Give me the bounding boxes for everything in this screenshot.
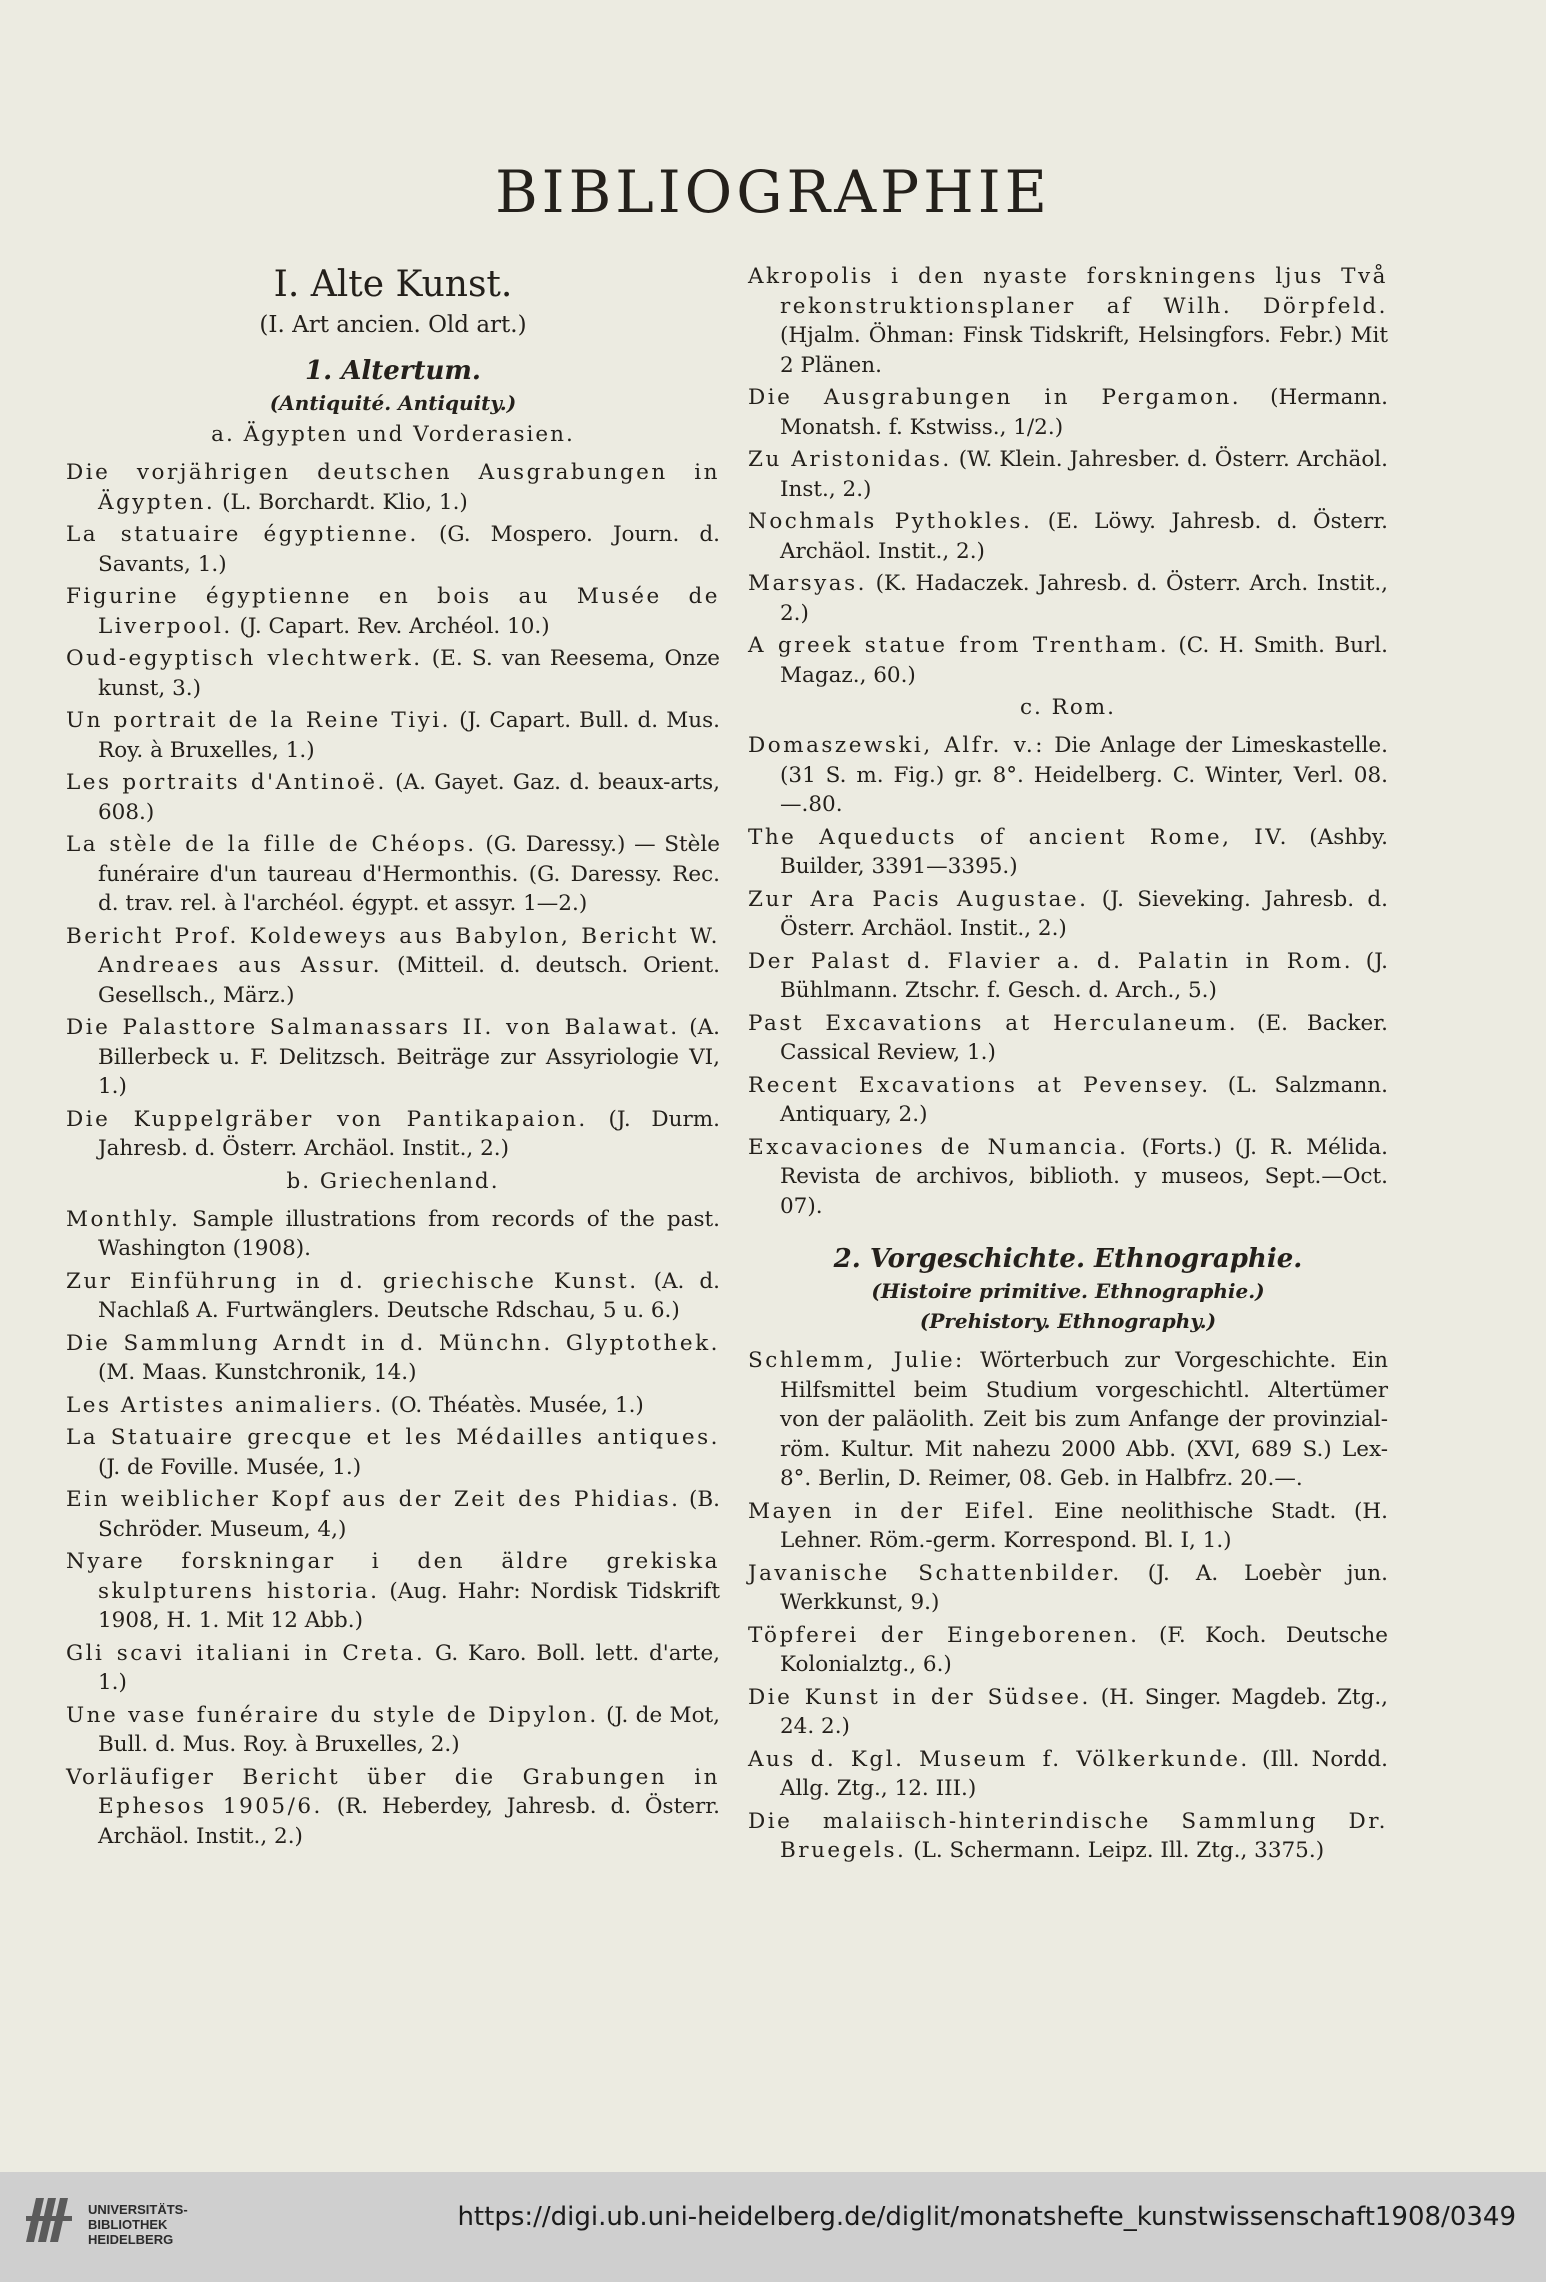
entry-title: Die Kuppelgräber von Pantikapaion. — [66, 1106, 588, 1132]
entry-reference: (A. Gayet. Gaz. d. beaux-arts, 608.) — [98, 770, 720, 825]
entry-title: Mayen in der Eifel. — [748, 1498, 1037, 1524]
bibliography-entry — [66, 1329, 720, 1388]
entry-reference: (J. Capart. Bull. d. Mus. Roy. à Bruxelles, 1.) — [98, 708, 720, 763]
entry-reference: G. Karo. Boll. lett. d'arte, 1.) — [98, 1640, 721, 1695]
entry-reference: (Mitteil. d. deutsch. Orient. Gesellsch., März.) — [98, 953, 720, 1008]
entry-list — [748, 731, 1388, 1221]
section-heading: I. Alte Kunst. — [273, 264, 513, 305]
bibliography-entry — [66, 922, 720, 1011]
entry-title: Die Kunst in der Südsee. — [748, 1684, 1091, 1710]
entry-reference: (E. S. van Reesema, Onze kunst, 3.) — [98, 646, 721, 701]
entry-reference: (O. Théatès. Musée, 1.) — [383, 1392, 644, 1418]
entry-reference: (Aug. Hahr: Nordisk Tidskrift 1908, H. 1. Mit 12 Abb.) — [98, 1578, 720, 1633]
entry-title: The Aqueducts of ancient Rome, IV. — [748, 824, 1289, 850]
section-subtitle: (I. Art ancien. Old art.) — [259, 312, 527, 338]
entry-title: Monthly. — [66, 1206, 181, 1232]
entry-title: La stèle de la fille de Chéops. — [66, 832, 477, 857]
entry-reference: (Forts.) (J. R. Mélida. Revista de archivos, biblioth. y museos, Sept.—Oct. 07). — [780, 1134, 1388, 1219]
category-heading: c. Rom. — [1019, 695, 1117, 720]
logo-line: BIBLIOTHEK — [88, 2217, 168, 2232]
bibliography-entry — [748, 885, 1388, 944]
entry-title: Die vorjährigen deutschen Ausgrabungen in Ägypten. — [66, 460, 720, 515]
entry-title: Akropolis i den nyaste forskningens ljus Två rekonstruktionsplaner af Wilh. Dörpfeld. — [748, 264, 1388, 319]
entry-title: Schlemm, Julie: — [748, 1348, 965, 1373]
bibliography-entry — [748, 631, 1388, 690]
entry-title: Domaszewski, Alfr. v.: — [748, 733, 1045, 758]
entry-title: Marsyas. — [748, 571, 867, 596]
logo-line: UNIVERSITÄTS- — [88, 2202, 188, 2217]
entry-reference: (Hermann. Monatsh. f. Kstwiss., 1/2.) — [780, 385, 1388, 440]
entry-title: Die Ausgrabungen in Pergamon. — [748, 385, 1242, 410]
entry-title: Nochmals Pythokles. — [748, 509, 1033, 534]
entry-reference: (E. Backer. Cassical Review, 1.) — [780, 1010, 1388, 1065]
entry-reference: (J. Sieveking. Jahresb. d. Österr. Archäol. Instit., 2.) — [780, 886, 1388, 941]
entry-reference: (G. Daressy.) — Stèle funéraire d'un taureau d'Hermonthis. (G. Daressy. Rec. d. trav. rel. à l'archéol. égypt. et assyr. 1—2.) — [98, 832, 721, 916]
entry-reference: Wörterbuch zur Vorgeschichte. Ein Hilfsmittel beim Studium vorgeschichtl. Altertümer von der paläolith. Zeit bis zum Anfange der provinzial-röm. Kultur. Mit nahezu 2000 Abb. (XVI, 689 S.) Lex-8°. Berlin, D. Reimer, 08. Geb. in Halbfrz. 20.—. — [780, 1348, 1388, 1491]
entry-reference: (G. Mospero. Journ. d. Savants, 1.) — [98, 522, 721, 577]
entry-title: Die Sammlung Arndt in d. Münchn. Glyptothek. — [66, 1330, 720, 1356]
subsection-subtitle: (Antiquité. Antiquity.) — [269, 391, 517, 415]
library-logo-icon — [22, 2192, 76, 2246]
subsection-subtitle: (Histoire primitive. Ethnographie.) — [871, 1279, 1265, 1303]
library-logo-text — [88, 2202, 188, 2247]
entry-title: Vorläufiger Bericht über die Grabungen in Ephesos 1905/6. — [66, 1764, 720, 1819]
bibliography-entry — [66, 1547, 720, 1636]
bibliography-entry — [748, 1683, 1388, 1742]
bibliography-entry — [748, 823, 1388, 882]
entry-list — [66, 458, 720, 1164]
entry-title: Javanische Schattenbilder. — [748, 1560, 1122, 1586]
category-heading: a. Ägypten und Vorderasien. — [211, 422, 575, 447]
entry-reference: (L. Salzmann. Antiquary, 2.) — [780, 1072, 1388, 1127]
entry-list — [66, 1205, 720, 1852]
entry-title: La statuaire égyptienne. — [66, 522, 419, 547]
entry-title: Ein weiblicher Kopf aus der Zeit des Phidias. — [66, 1487, 681, 1512]
entry-reference: (J. de Foville. Musée, 1.) — [98, 1454, 362, 1480]
category-heading: b. Griechenland. — [286, 1168, 500, 1194]
entry-title: Recent Excavations at Pevensey. — [748, 1072, 1211, 1098]
bibliography-entry — [66, 1701, 720, 1760]
subsection-heading: 2. Vorgeschichte. Ethnographie. — [833, 1244, 1303, 1274]
bibliography-entry — [66, 1013, 720, 1102]
entry-reference: (L. Schermann. Leipz. Ill. Ztg., 3375.) — [906, 1838, 1325, 1863]
entry-reference: (C. H. Smith. Burl. Magaz., 60.) — [780, 633, 1388, 688]
bibliography-entry — [66, 830, 720, 919]
entry-reference: (W. Klein. Jahresber. d. Österr. Archäol. Inst., 2.) — [780, 447, 1389, 502]
bibliography-entry — [66, 1391, 720, 1421]
entry-title: Zu Aristonidas. — [748, 447, 952, 472]
entry-reference: (L. Borchardt. Klio, 1.) — [215, 489, 468, 515]
bibliography-entry — [748, 1621, 1388, 1680]
entry-reference: Sample illustrations from records of the past. Washington (1908). — [98, 1206, 720, 1261]
bibliography-entry — [66, 458, 720, 517]
bibliography-entry — [66, 1267, 720, 1326]
bibliography-entry — [66, 582, 720, 641]
bibliography-entry — [748, 1133, 1388, 1222]
bibliography-entry — [66, 1639, 720, 1698]
bibliography-entry — [66, 1105, 720, 1164]
page-title: BIBLIOGRAPHIE — [495, 158, 1051, 226]
left-column — [66, 258, 720, 1854]
entry-title: Une vase funéraire du style de Dipylon. — [66, 1702, 599, 1728]
entry-title: Töpferei der Eingeborenen. — [748, 1622, 1140, 1648]
bibliography-entry — [748, 1807, 1388, 1866]
entry-reference: (Ill. Nordd. Allg. Ztg., 12. III.) — [780, 1746, 1388, 1801]
footer-bar — [0, 2172, 1546, 2282]
entry-reference: (J. de Mot, Bull. d. Mus. Roy. à Bruxelles, 2.) — [98, 1702, 720, 1757]
bibliography-entry — [748, 569, 1388, 628]
bibliography-entry — [66, 1763, 720, 1852]
entry-title: Aus d. Kgl. Museum f. Völkerkunde. — [748, 1746, 1250, 1772]
entry-title: Un portrait de la Reine Tiyi. — [66, 708, 451, 733]
entry-title: Bericht Prof. Koldeweys aus Babylon, Bericht W. Andreaes aus Assur. — [66, 923, 720, 978]
logo-line: HEIDELBERG — [88, 2232, 174, 2247]
entry-reference: (J. A. Loebèr jun. Werkkunst, 9.) — [780, 1560, 1388, 1615]
bibliography-entry — [748, 1559, 1388, 1618]
entry-title: Der Palast d. Flavier a. d. Palatin in Rom. — [748, 948, 1354, 974]
entry-title: A greek statue from Trentham. — [748, 633, 1170, 658]
bibliography-entry — [748, 1009, 1388, 1068]
bibliography-entry — [66, 768, 720, 827]
bibliography-entry — [748, 383, 1388, 442]
entry-title: Excavaciones de Numancia. — [748, 1134, 1129, 1160]
entry-reference: (M. Maas. Kunstchronik, 14.) — [98, 1360, 417, 1385]
bibliography-entry — [66, 520, 720, 579]
entry-title: Nyare forskningar i den äldre grekiska skulpturens historia. — [66, 1549, 720, 1604]
entry-reference: (J. Bühlmann. Ztschr. f. Gesch. d. Arch., 5.) — [780, 948, 1388, 1003]
entry-list — [748, 262, 1388, 690]
entry-title: Die Palasttore Salmanassars II. von Balawat. — [66, 1015, 680, 1040]
right-column — [748, 262, 1388, 1869]
entry-title: Les portraits d'Antinoë. — [66, 770, 387, 795]
entry-reference: (F. Koch. Deutsche Kolonialztg., 6.) — [780, 1622, 1389, 1677]
bibliography-entry — [66, 1423, 720, 1482]
entry-reference: (Hjalm. Öhman: Finsk Tidskrift, Helsingfors. Febr.) Mit 2 Plänen. — [780, 323, 1388, 378]
subsection-heading: 1. Altertum. — [305, 356, 481, 386]
bibliography-entry — [748, 1346, 1388, 1494]
entry-title: Oud-egyptisch vlechtwerk. — [66, 646, 423, 671]
bibliography-entry — [748, 445, 1388, 504]
entry-list — [748, 1346, 1388, 1866]
entry-reference: Eine neolithische Stadt. (H. Lehner. Röm.-germ. Korrespond. Bl. I, 1.) — [780, 1498, 1388, 1553]
entry-title: Zur Einführung in d. griechische Kunst. — [66, 1268, 639, 1294]
entry-reference: (Ashby. Builder, 3391—3395.) — [780, 824, 1388, 879]
bibliography-entry — [748, 947, 1388, 1006]
subsection-subtitle: (Prehistory. Ethnography.) — [919, 1309, 1217, 1333]
entry-reference: (B. Schröder. Museum, 4,) — [98, 1487, 720, 1542]
entry-reference: Die Anlage der Limeskastelle. (31 S. m. Fig.) gr. 8°. Heidelberg. C. Winter, Verl. 08. —.80. — [780, 733, 1388, 817]
entry-reference: (J. Durm. Jahresb. d. Österr. Archäol. Instit., 2.) — [98, 1106, 720, 1161]
entry-reference: (J. Capart. Rev. Archéol. 10.) — [232, 613, 550, 639]
entry-reference: (H. Singer. Magdeb. Ztg., 24. 2.) — [780, 1684, 1388, 1739]
entry-reference: (A. d. Nachlaß A. Furtwänglers. Deutsche Rdschau, 5 u. 6.) — [98, 1268, 721, 1323]
permalink-url[interactable]: https://digi.ub.uni-heidelberg.de/diglit/monatshefte_kunstwissenschaft1908/0349 — [457, 2202, 1516, 2232]
entry-reference: (A. Billerbeck u. F. Delitzsch. Beiträge zur Assyriologie VI, 1.) — [98, 1015, 720, 1099]
entry-reference: (R. Heberdey, Jahresb. d. Österr. Archäol. Instit., 2.) — [98, 1794, 720, 1849]
bibliography-entry — [66, 1205, 720, 1264]
bibliography-entry — [66, 1485, 720, 1544]
entry-reference: (K. Hadaczek. Jahresb. d. Österr. Arch. Instit., 2.) — [780, 571, 1388, 626]
bibliography-entry — [66, 706, 720, 765]
bibliography-entry — [66, 644, 720, 703]
bibliography-entry — [748, 1745, 1388, 1804]
entry-title: Die malaiisch-hinterindische Sammlung Dr. Bruegels. — [748, 1808, 1388, 1863]
entry-title: Past Excavations at Herculaneum. — [748, 1010, 1239, 1036]
entry-reference: (E. Löwy. Jahresb. d. Österr. Archäol. Instit., 2.) — [780, 509, 1388, 564]
bibliography-entry — [748, 731, 1388, 820]
entry-title: Zur Ara Pacis Augustae. — [748, 886, 1089, 912]
entry-title: Gli scavi italiani in Creta. — [66, 1640, 426, 1666]
bibliography-entry — [748, 1071, 1388, 1130]
bibliography-entry — [748, 1497, 1388, 1556]
bibliography-entry — [748, 262, 1388, 380]
entry-title: Figurine égyptienne en bois au Musée de Liverpool. — [66, 584, 720, 639]
entry-title: La Statuaire grecque et les Médailles antiques. — [66, 1425, 720, 1450]
entry-title: Les Artistes animaliers. — [66, 1392, 384, 1418]
bibliography-entry — [748, 507, 1388, 566]
